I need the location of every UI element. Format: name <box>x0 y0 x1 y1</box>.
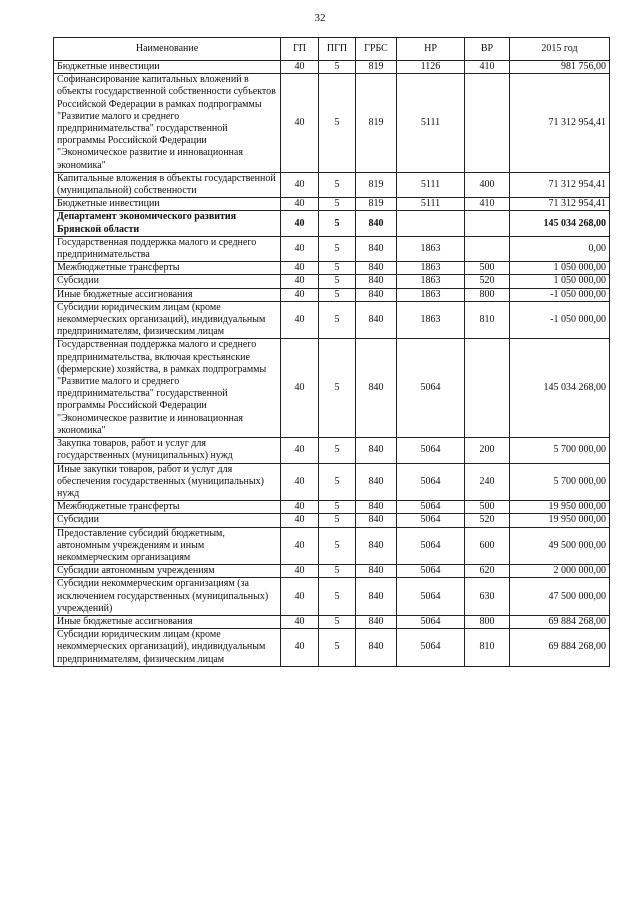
row-grbs-cell: 840 <box>356 438 397 463</box>
row-grbs-cell: 819 <box>356 74 397 173</box>
row-grbs-cell: 840 <box>356 262 397 275</box>
row-pgp-cell: 5 <box>319 527 356 565</box>
row-name-cell: Межбюджетные трансферты <box>54 262 281 275</box>
row-name-cell: Иные бюджетные ассигнования <box>54 288 281 301</box>
table-row <box>54 198 610 211</box>
row-name-cell: Закупка товаров, работ и услуг для государственных (муниципальных) нужд <box>54 438 281 463</box>
row-gp-cell: 40 <box>281 339 319 438</box>
row-nr-cell: 1863 <box>397 288 465 301</box>
table-header-row <box>54 38 610 61</box>
row-nr-cell: 5064 <box>397 438 465 463</box>
row-pgp-cell: 5 <box>319 339 356 438</box>
row-grbs-cell: 840 <box>356 527 397 565</box>
row-grbs-cell: 840 <box>356 615 397 628</box>
row-pgp-cell: 5 <box>319 438 356 463</box>
row-vr-cell: 520 <box>465 514 510 527</box>
row-grbs-cell: 840 <box>356 301 397 339</box>
table-row <box>54 565 610 578</box>
row-nr-cell: 5064 <box>397 527 465 565</box>
row-pgp-cell: 5 <box>319 514 356 527</box>
row-vr-cell: 520 <box>465 275 510 288</box>
column-header-nr: НР <box>397 38 465 61</box>
row-pgp-cell: 5 <box>319 74 356 173</box>
row-sum-cell: 5 700 000,00 <box>510 463 610 501</box>
row-gp-cell: 40 <box>281 438 319 463</box>
row-name-cell: Департамент экономического развития Брянской области <box>54 211 281 236</box>
row-grbs-cell: 819 <box>356 172 397 197</box>
row-nr-cell: 1863 <box>397 262 465 275</box>
row-nr-cell: 5064 <box>397 339 465 438</box>
table-row <box>54 61 610 74</box>
row-name-cell: Субсидии автономным учреждениям <box>54 565 281 578</box>
row-gp-cell: 40 <box>281 288 319 301</box>
row-gp-cell: 40 <box>281 501 319 514</box>
row-pgp-cell: 5 <box>319 262 356 275</box>
row-nr-cell <box>397 211 465 236</box>
table-row <box>54 514 610 527</box>
row-nr-cell: 5064 <box>397 501 465 514</box>
row-gp-cell: 40 <box>281 61 319 74</box>
table-row <box>54 438 610 463</box>
table-row <box>54 629 610 667</box>
row-gp-cell: 40 <box>281 172 319 197</box>
row-sum-cell: 71 312 954,41 <box>510 172 610 197</box>
row-pgp-cell: 5 <box>319 578 356 616</box>
row-vr-cell <box>465 211 510 236</box>
row-pgp-cell: 5 <box>319 463 356 501</box>
row-vr-cell: 500 <box>465 501 510 514</box>
row-gp-cell: 40 <box>281 275 319 288</box>
row-grbs-cell: 840 <box>356 565 397 578</box>
row-pgp-cell: 5 <box>319 615 356 628</box>
table-row <box>54 275 610 288</box>
row-grbs-cell: 840 <box>356 275 397 288</box>
row-nr-cell: 5064 <box>397 615 465 628</box>
row-grbs-cell: 819 <box>356 61 397 74</box>
row-name-cell: Субсидии некоммерческим организациям (за исключением государственных (муниципальных) учреждений) <box>54 578 281 616</box>
row-nr-cell: 5064 <box>397 629 465 667</box>
row-vr-cell <box>465 339 510 438</box>
row-vr-cell: 810 <box>465 629 510 667</box>
row-vr-cell: 500 <box>465 262 510 275</box>
table-row <box>54 262 610 275</box>
row-nr-cell: 5064 <box>397 463 465 501</box>
row-vr-cell: 410 <box>465 198 510 211</box>
row-sum-cell: 19 950 000,00 <box>510 514 610 527</box>
row-grbs-cell: 840 <box>356 501 397 514</box>
row-name-cell: Субсидии <box>54 275 281 288</box>
row-sum-cell: 47 500 000,00 <box>510 578 610 616</box>
column-header-year-2015: 2015 год <box>510 38 610 61</box>
row-vr-cell: 400 <box>465 172 510 197</box>
row-vr-cell: 410 <box>465 61 510 74</box>
row-pgp-cell: 5 <box>319 629 356 667</box>
row-sum-cell: 145 034 268,00 <box>510 211 610 236</box>
row-gp-cell: 40 <box>281 578 319 616</box>
table-row <box>54 339 610 438</box>
row-pgp-cell: 5 <box>319 236 356 261</box>
table-row <box>54 288 610 301</box>
row-gp-cell: 40 <box>281 615 319 628</box>
row-grbs-cell: 840 <box>356 288 397 301</box>
row-name-cell: Межбюджетные трансферты <box>54 501 281 514</box>
row-name-cell: Государственная поддержка малого и среднего предпринимательства, включая крестьянские (фермерские) хозяйства, в рамках подпрограммы "Развитие малого и среднего предпринимательства" государственной программы Российской Федерации "Экономическое развитие и инновационная экономика" <box>54 339 281 438</box>
row-sum-cell: -1 050 000,00 <box>510 301 610 339</box>
row-sum-cell: 1 050 000,00 <box>510 262 610 275</box>
row-pgp-cell: 5 <box>319 565 356 578</box>
row-name-cell: Государственная поддержка малого и среднего предпринимательства <box>54 236 281 261</box>
row-pgp-cell: 5 <box>319 172 356 197</box>
table-row <box>54 172 610 197</box>
row-nr-cell: 5064 <box>397 514 465 527</box>
row-grbs-cell: 840 <box>356 578 397 616</box>
row-sum-cell: 71 312 954,41 <box>510 74 610 173</box>
row-gp-cell: 40 <box>281 527 319 565</box>
row-gp-cell: 40 <box>281 262 319 275</box>
row-gp-cell: 40 <box>281 629 319 667</box>
row-gp-cell: 40 <box>281 514 319 527</box>
table-body <box>54 61 610 667</box>
row-name-cell: Софинансирование капитальных вложений в объекты государственной собственности субъектов Российской Федерации в рамках подпрограммы "Развитие малого и среднего предпринимательства" государственной программы Российской Федерации "Экономическое развитие и инновационная экономика" <box>54 74 281 173</box>
row-nr-cell: 1863 <box>397 301 465 339</box>
row-gp-cell: 40 <box>281 198 319 211</box>
row-gp-cell: 40 <box>281 565 319 578</box>
row-grbs-cell: 819 <box>356 198 397 211</box>
table-row <box>54 578 610 616</box>
column-header-pgp: ПГП <box>319 38 356 61</box>
row-gp-cell: 40 <box>281 463 319 501</box>
row-name-cell: Иные закупки товаров, работ и услуг для обеспечения государственных (муниципальных) нужд <box>54 463 281 501</box>
row-sum-cell: 19 950 000,00 <box>510 501 610 514</box>
row-grbs-cell: 840 <box>356 629 397 667</box>
row-vr-cell: 800 <box>465 288 510 301</box>
row-sum-cell: -1 050 000,00 <box>510 288 610 301</box>
row-vr-cell: 630 <box>465 578 510 616</box>
row-sum-cell: 981 756,00 <box>510 61 610 74</box>
row-vr-cell: 800 <box>465 615 510 628</box>
row-sum-cell: 5 700 000,00 <box>510 438 610 463</box>
row-nr-cell: 1126 <box>397 61 465 74</box>
row-pgp-cell: 5 <box>319 501 356 514</box>
page-number: 32 <box>314 12 326 24</box>
row-grbs-cell: 840 <box>356 236 397 261</box>
row-sum-cell: 145 034 268,00 <box>510 339 610 438</box>
row-pgp-cell: 5 <box>319 288 356 301</box>
table-row <box>54 527 610 565</box>
row-gp-cell: 40 <box>281 301 319 339</box>
table-row <box>54 74 610 173</box>
row-grbs-cell: 840 <box>356 514 397 527</box>
row-pgp-cell: 5 <box>319 198 356 211</box>
row-sum-cell: 1 050 000,00 <box>510 275 610 288</box>
table-row <box>54 501 610 514</box>
row-gp-cell: 40 <box>281 211 319 236</box>
row-grbs-cell: 840 <box>356 211 397 236</box>
row-nr-cell: 1863 <box>397 275 465 288</box>
row-name-cell: Бюджетные инвестиции <box>54 61 281 74</box>
row-pgp-cell: 5 <box>319 301 356 339</box>
table-row <box>54 301 610 339</box>
table-row <box>54 615 610 628</box>
row-nr-cell: 5111 <box>397 74 465 173</box>
row-grbs-cell: 840 <box>356 339 397 438</box>
row-name-cell: Капитальные вложения в объекты государственной (муниципальной) собственности <box>54 172 281 197</box>
column-header-gp: ГП <box>281 38 319 61</box>
row-nr-cell: 5064 <box>397 578 465 616</box>
row-vr-cell <box>465 236 510 261</box>
row-name-cell: Субсидии <box>54 514 281 527</box>
row-nr-cell: 5111 <box>397 172 465 197</box>
table-row <box>54 236 610 261</box>
budget-table <box>53 37 610 667</box>
row-pgp-cell: 5 <box>319 61 356 74</box>
row-vr-cell: 200 <box>465 438 510 463</box>
row-vr-cell: 620 <box>465 565 510 578</box>
row-sum-cell: 49 500 000,00 <box>510 527 610 565</box>
row-pgp-cell: 5 <box>319 275 356 288</box>
row-grbs-cell: 840 <box>356 463 397 501</box>
column-header-grbs: ГРБС <box>356 38 397 61</box>
row-sum-cell: 2 000 000,00 <box>510 565 610 578</box>
row-nr-cell: 1863 <box>397 236 465 261</box>
row-name-cell: Субсидии юридическим лицам (кроме некоммерческих организаций), индивидуальным предпринимателям, физическим лицам <box>54 301 281 339</box>
row-nr-cell: 5111 <box>397 198 465 211</box>
row-vr-cell: 600 <box>465 527 510 565</box>
row-sum-cell: 0,00 <box>510 236 610 261</box>
row-sum-cell: 69 884 268,00 <box>510 629 610 667</box>
row-gp-cell: 40 <box>281 236 319 261</box>
row-sum-cell: 69 884 268,00 <box>510 615 610 628</box>
row-name-cell: Субсидии юридическим лицам (кроме некоммерческих организаций), индивидуальным предпринимателям, физическим лицам <box>54 629 281 667</box>
row-vr-cell: 240 <box>465 463 510 501</box>
table-row <box>54 463 610 501</box>
column-header-name: Наименование <box>54 38 281 61</box>
row-name-cell: Предоставление субсидий бюджетным, автономным учреждениям и иным некоммерческим организациям <box>54 527 281 565</box>
row-pgp-cell: 5 <box>319 211 356 236</box>
row-vr-cell: 810 <box>465 301 510 339</box>
row-gp-cell: 40 <box>281 74 319 173</box>
row-sum-cell: 71 312 954,41 <box>510 198 610 211</box>
table-row <box>54 211 610 236</box>
row-nr-cell: 5064 <box>397 565 465 578</box>
column-header-vr: ВР <box>465 38 510 61</box>
row-name-cell: Бюджетные инвестиции <box>54 198 281 211</box>
row-name-cell: Иные бюджетные ассигнования <box>54 615 281 628</box>
row-vr-cell <box>465 74 510 173</box>
